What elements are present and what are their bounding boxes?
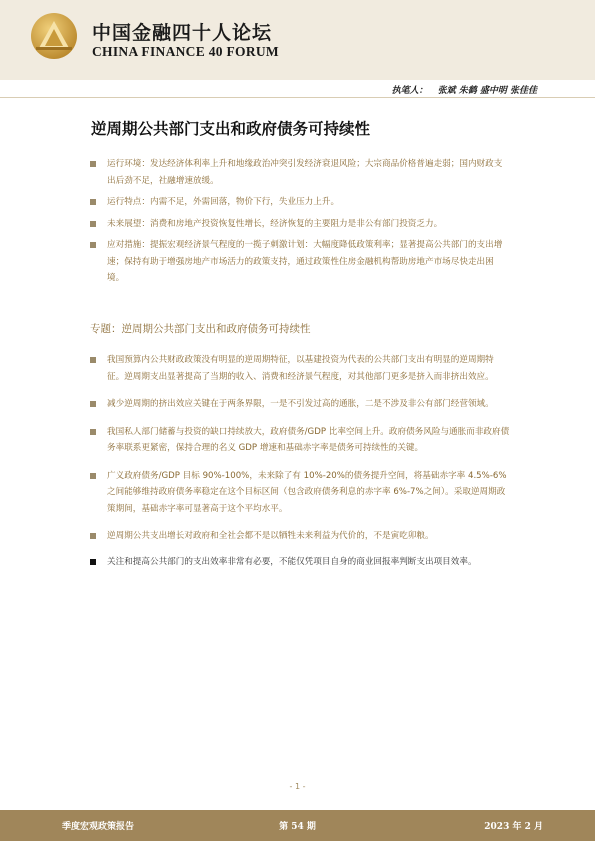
summary-item: 未来展望：消费和房地产投资恢复性增长，经济恢复的主要阻力是非公有部门投资乏力。 (90, 216, 510, 233)
footer-date: 2023 年 2 月 (484, 822, 543, 832)
summary-list (90, 156, 510, 287)
forum-name-cn: 中国金融四十人论坛 (92, 22, 273, 44)
report-header (0, 0, 595, 80)
summary-item: 运行特点：内需不足，外需回落，物价下行，失业压力上升。 (90, 194, 510, 211)
bullet-square-icon (90, 242, 96, 248)
bullet-square-icon (90, 357, 96, 363)
summary-item: 应对措施：提振宏观经济景气程度的一揽子刺激计划：大幅度降低政策利率；显著提高公共部门的支出增速；保持有助于增强房地产市场活力的政策支持，通过政策性住房金融机构帮助房地产市场尽快走出困境。 (90, 237, 510, 287)
topic-item: 关注和提高公共部门的支出效率非常有必要，不能仅凭项目自身的商业回报率判断支出项目效率。 (90, 554, 510, 571)
forum-logo-icon (30, 12, 78, 60)
header-divider (0, 97, 595, 98)
footer-issue-number: 第 54 期 (279, 822, 316, 832)
topic-item: 减少逆周期的挤出效应关键在于两条界限，一是不引发过高的通胀，二是不涉及非公有部门经营领域。 (90, 396, 510, 413)
bullet-square-icon (90, 401, 96, 407)
bullet-square-icon (90, 533, 96, 539)
report-footer (0, 810, 595, 841)
bullet-square-icon (90, 429, 96, 435)
footer-series-name: 季度宏观政策报告 (62, 822, 135, 832)
forum-name-en: CHINA FINANCE 40 FORUM (92, 44, 279, 59)
author-names: 张斌 朱鹤 盛中明 张佳佳 (437, 86, 537, 96)
authors-line (392, 83, 537, 96)
bullet-square-icon (90, 199, 96, 205)
topic-list (90, 352, 510, 570)
topic-item: 我国私人部门储蓄与投资的缺口持续放大，政府债务/GDP 比率空间上升。政府债务风险与通胀而非政府债务率联系更紧密，保持合理的名义 GDP 增速和基础赤字率是债务可持续性的关键。 (90, 424, 510, 457)
bullet-square-icon (90, 559, 96, 565)
topic-item: 广义政府债务/GDP 目标 90%-100%，未来除了有 10%-20%的债务提升空间，将基础赤字率 4.5%-6%之间能够维持政府债务率稳定在这个目标区间（包含政府债务利息的赤字率 6%-7%之间）。采取逆周期政策期间，基础赤字率可显著高于这个平均水平。 (90, 468, 510, 518)
section-title: 专题：逆周期公共部门支出和政府债务可持续性 (90, 323, 311, 335)
summary-item: 运行环境：发达经济体利率上升和地缘政治冲突引发经济衰退风险；大宗商品价格普遍走弱；国内财政支出后劲不足，社融增速放缓。 (90, 156, 510, 189)
report-title: 逆周期公共部门支出和政府债务可持续性 (91, 119, 371, 138)
topic-item: 我国预算内公共财政政策没有明显的逆周期特征，以基建投资为代表的公共部门支出有明显的逆周期特征。逆周期支出显著提高了当期的收入、消费和经济景气程度，对其他部门更多是挤入而非挤出效应。 (90, 352, 510, 385)
page-number: - 1 - (289, 782, 306, 791)
bullet-square-icon (90, 473, 96, 479)
bullet-square-icon (90, 161, 96, 167)
topic-item: 逆周期公共支出增长对政府和全社会都不是以牺牲未来利益为代价的，不是寅吃卯粮。 (90, 528, 510, 545)
authors-label: 执笔人： (391, 86, 428, 96)
bullet-square-icon (90, 221, 96, 227)
